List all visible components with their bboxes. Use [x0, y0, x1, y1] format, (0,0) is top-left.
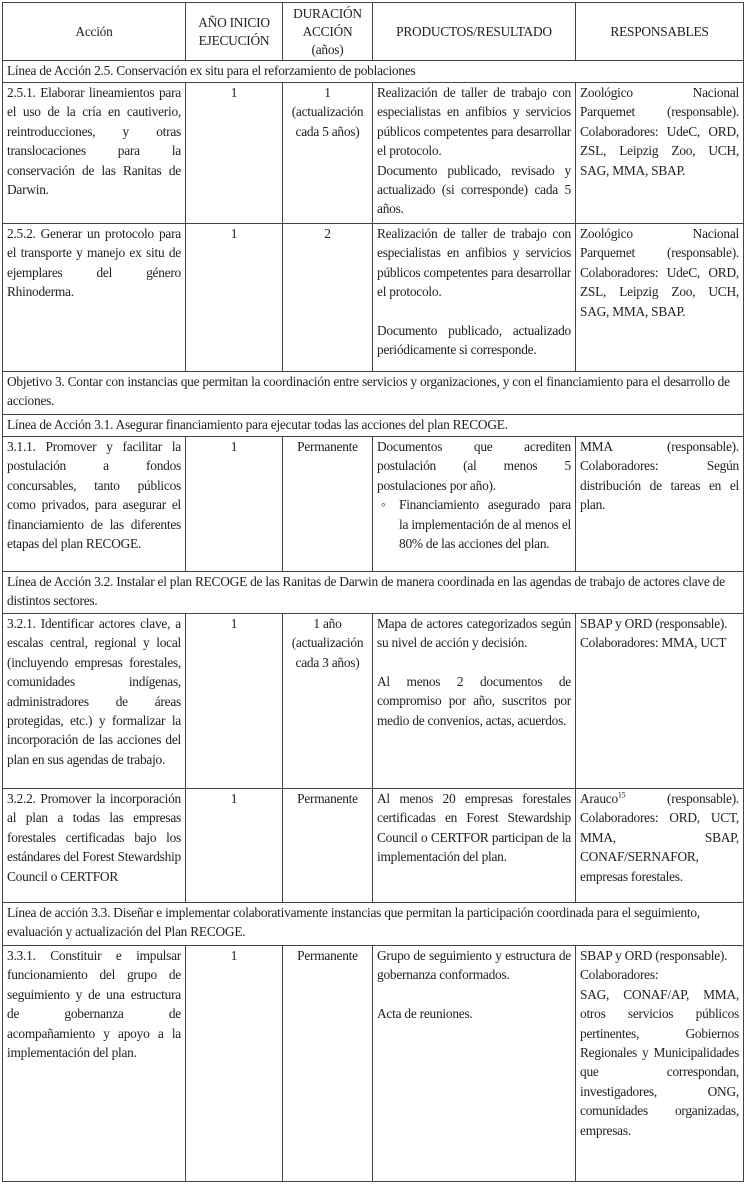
inicio-cell: 1: [186, 83, 283, 224]
productos-cell: Realización de taller de trabajo con especialistas en anfibios y servicios públicos competentes para desarrollar el protocolo. Documento publicado, actualizado periódicamente si corresponde.: [373, 224, 576, 372]
header-duracion: DURACIÓN ACCIÓN (años): [283, 3, 373, 61]
responsables-cell: Arauco$^{15}$ (responsable). Colaboradores: ORD, UCT, MMA, SBAP, CONAF/SERNAFOR, empresas forestales.: [576, 789, 744, 903]
bullet-icon: ◦: [381, 497, 386, 513]
section-row: [3, 372, 744, 415]
table-row: [3, 83, 744, 224]
responsables-cell: SBAP y ORD (responsable). Colaboradores: MMA, UCT: [576, 614, 744, 789]
responsables-cell: SBAP y ORD (responsable). Colaboradores: SAG, CONAF/AP, MMA, otros servicios públicos pertinentes, Gobiernos Regionales y Municipalidades que correspondan, investigadores, ONG, comunidades organizadas, empresas.: [576, 946, 744, 1182]
section-linea-3-2: Línea de Acción 3.2. Instalar el plan RECOGE de las Ranitas de Darwin de manera coordinada en las agendas de trabajo de actores clave de distintos sectores.: [3, 572, 744, 614]
bullet-item: ◦ Financiamiento asegurado para la implementación de al menos el 80% de las acciones del plan.: [381, 497, 571, 552]
section-objetivo-3: Objetivo 3. Contar con instancias que permitan la coordinación entre servicios y organizaciones, y con el financiamiento para el desarrollo de acciones.: [3, 372, 744, 415]
accion-cell: 3.1.1. Promover y facilitar la postulación a fondos concursables, tanto públicos como privados, para asegurar el financiamiento de las diferentes etapas del plan RECOGE.: [3, 437, 186, 572]
duracion-cell: 1 (actualización cada 5 años): [283, 83, 373, 224]
productos-cell: Al menos 20 empresas forestales certificadas en Forest Stewardship Council o CERTFOR participan de la implementación del plan.: [373, 789, 576, 903]
header-anio-inicio: AÑO INICIO EJECUCIÓN: [186, 3, 283, 61]
table-row: [3, 614, 744, 789]
footnote-ref: 15: [617, 790, 626, 800]
header-responsables: RESPONSABLES: [576, 3, 744, 61]
productos-cell: Grupo de seguimiento y estructura de gobernanza conformados. Acta de reuniones.: [373, 946, 576, 1182]
inicio-cell: 1: [186, 946, 283, 1182]
responsables-cell: MMA (responsable). Colaboradores: Según distribución de tareas en el plan.: [576, 437, 744, 572]
duracion-cell: Permanente: [283, 437, 373, 572]
duracion-cell: 2: [283, 224, 373, 372]
productos-cell: Realización de taller de trabajo con especialistas en anfibios y servicios públicos competentes para desarrollar el protocolo. Documento publicado, revisado y actualizado (si corresponde) cada 5 años.: [373, 83, 576, 224]
accion-cell: 3.3.1. Constituir e impulsar funcionamiento del grupo de seguimiento y de una estructura de gobernanza de acompañamiento y apoyo a la implementación del plan.: [3, 946, 186, 1182]
table-row: [3, 789, 744, 903]
inicio-cell: 1: [186, 437, 283, 572]
table-header: [3, 3, 744, 61]
table-row: [3, 224, 744, 372]
header-productos: PRODUCTOS/RESULTADO: [373, 3, 576, 61]
section-row: [3, 415, 744, 437]
responsables-cell: Zoológico Nacional Parquemet (responsable). Colaboradores: UdeC, ORD, ZSL, Leipzig Zoo, UCH, SAG, MMA, SBAP.: [576, 83, 744, 224]
duracion-cell: 1 año (actualización cada 3 años): [283, 614, 373, 789]
accion-cell: 2.5.1. Elaborar lineamientos para el uso de la cría en cautiverio, reintroducciones, y otras translocaciones para la conservación de las Ranitas de Darwin.: [3, 83, 186, 224]
duracion-cell: Permanente: [283, 946, 373, 1182]
action-plan-table: [2, 2, 744, 1182]
table-row: [3, 437, 744, 572]
accion-cell: 2.5.2. Generar un protocolo para el transporte y manejo ex situ de ejemplares del género Rhinoderma.: [3, 224, 186, 372]
responsables-cell: Zoológico Nacional Parquemet (responsable). Colaboradores: UdeC, ORD, ZSL, Leipzig Zoo, UCH, SAG, MMA, SBAP.: [576, 224, 744, 372]
inicio-cell: 1: [186, 789, 283, 903]
productos-cell: Documentos que acrediten postulación (al menos 5 postulaciones por año). ◦ Financiamiento asegurado para la implementación de al menos el 80% de las acciones del plan.: [373, 437, 576, 572]
section-linea-3-1: Línea de Acción 3.1. Asegurar financiamiento para ejecutar todas las acciones del plan RECOGE.: [3, 415, 744, 437]
accion-cell: 3.2.2. Promover la incorporación al plan a todas las empresas forestales certificadas bajo los estándares del Forest Stewardship Council o CERTFOR: [3, 789, 186, 903]
header-accion: Acción: [3, 3, 186, 61]
section-row: [3, 61, 744, 83]
table-row: [3, 946, 744, 1182]
inicio-cell: 1: [186, 614, 283, 789]
inicio-cell: 1: [186, 224, 283, 372]
section-row: [3, 903, 744, 946]
section-linea-3-3: Línea de acción 3.3. Diseñar e implementar colaborativamente instancias que permitan la participación coordinada para el seguimiento, evaluación y actualización del Plan RECOGE.: [3, 903, 744, 946]
accion-cell: 3.2.1. Identificar actores clave, a escalas central, regional y local (incluyendo empresas forestales, comunidades indígenas, administradores de áreas protegidas, etc.) y formalizar la incorporación de las acciones del plan en sus agendas de trabajo.: [3, 614, 186, 789]
productos-cell: Mapa de actores categorizados según su nivel de acción y decisión. Al menos 2 documentos de compromiso por año, suscritos por medio de convenios, actas, acuerdos.: [373, 614, 576, 789]
section-linea-2-5: Línea de Acción 2.5. Conservación ex situ para el reforzamiento de poblaciones: [3, 61, 744, 83]
duracion-cell: Permanente: [283, 789, 373, 903]
section-row: [3, 572, 744, 614]
